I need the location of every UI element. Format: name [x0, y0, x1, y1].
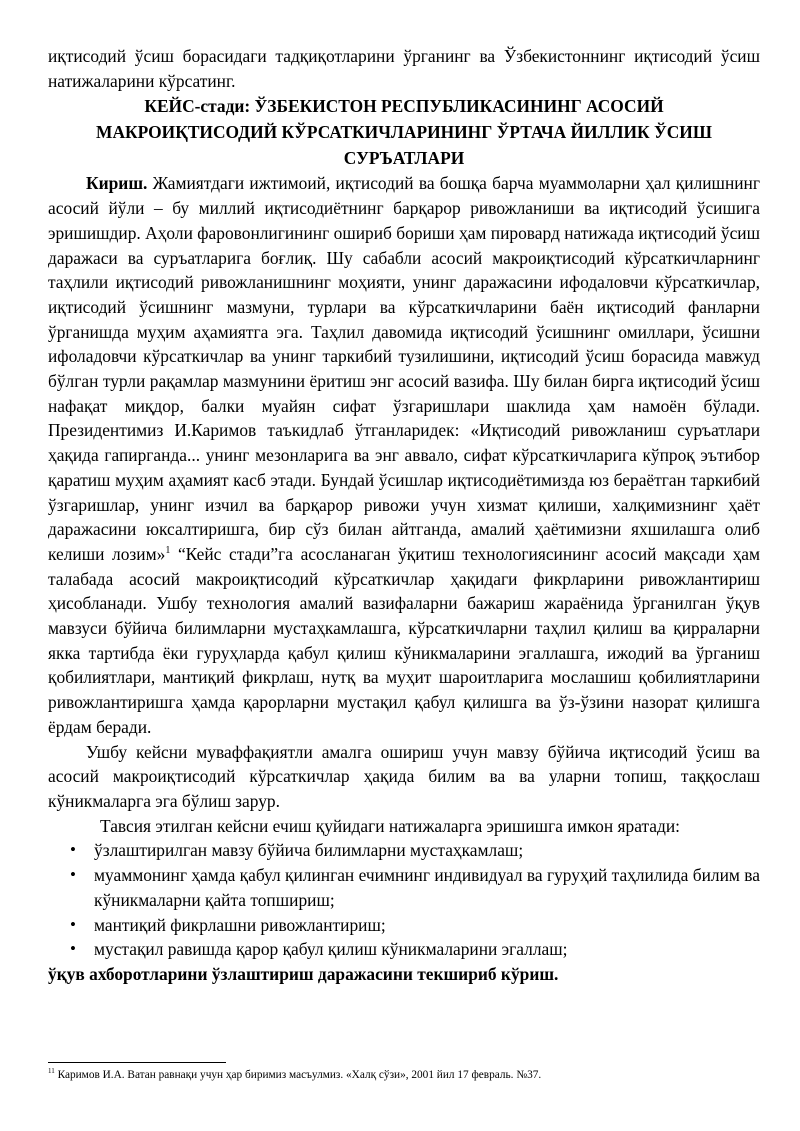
bullet-icon: • [70, 939, 76, 959]
bullet-icon: • [70, 840, 76, 860]
case-study-title: КЕЙС-стади: ЎЗБЕКИСТОН РЕСПУБЛИКАСИНИНГ АСОСИЙ МАКРОИҚТИСОДИЙ КЎРСАТКИЧЛАРИНИНГ ЎРТАЧА ЙИЛЛИК ЎСИШ СУРЪАТЛАРИ [96, 96, 712, 169]
introduction-paragraph [48, 171, 760, 739]
bullet-icon: • [70, 865, 76, 885]
list-item-text: мантиқий фикрлашни ривожлантириш; [94, 914, 386, 935]
introduction-text-a: Жамиятдаги ижтимоий, иқтисодий ва бошқа барча муаммоларни ҳал қилишнинг асосий йўли – бу миллий иқтисодиётнинг барқарор ривожланиши ва иқтисодий ўсишига эришишдир. Аҳоли фаровонлигининг ошириб бориши ҳам пировард натижада иқтисодий ўсиш даражаси ва суръатларига боғлиқ. Шу сабабли асосий макроиқтисодий кўрсаткичларнинг таҳлили иқтисодий ривожланишнинг моҳияти, унинг даражасини ифодаловчи кўрсаткичлар, иқтисодий ўсишнинг мазмуни, турлари ва кўрсаткичларини баён иқтисодий фанларни ўрганишда муҳим аҳамиятга эга. Таҳлил давомида иқтисодий ўсишнинг омиллари, ўсишни ифоладовчи кўрсаткичлар ва унинг таркибий тузилишини, иқтисодий ўсиш борасида мавжуд бўлган турли рақамлар мазмунини ёритиш энг асосий вазифа. Шу билан бирга иқтисодий ўсиш нафақат миқдор, балки муайян сифат ўзгаришлари шаклида ҳам намоён бўлади. Президентимиз И.Каримов таъкидлаб ўтганларидек: «Иқтисодий ривожланиш суръатлари ҳақида гапирганда... унинг мезонларига ва энг аввало, сифат кўрсаткичларига кўпроқ эътибор қаратиш муҳим аҳамият касб этади. Бундай ўсишлар иқтисодиётимизда юз бераётган таркибий ўзгаришлар, унинг изчил ва барқарор ривожи учун хизмат қилиши, халқимизнинг ҳаёт даражасини юксалтиришга, бир сўз билан айтганда, амалий ҳаётимизни яхшилашга олиб келиши лозим» [48, 173, 760, 564]
intro-paragraph: иқтисодий ўсиш борасидаги тадқиқотларини ўрганинг ва Ўзбекистоннинг иқтисодий ўсиш натижаларини кўрсатинг. [48, 46, 760, 91]
list-item [48, 937, 760, 962]
final-heading: ўқув ахборотларини ўзлаштириш даражасини текшириб кўриш. [48, 963, 559, 984]
introduction-text-b: “Кейс стади”га асосланаган ўқитиш технологиясининг асосий мақсади ҳам талабада асосий макроиқтисодий кўрсаткичлар ҳақидаги фикрларини ривожлантириш ҳисобланади. Ушбу технология амалий вазифаларни бажариш жараёнида ўрганилган ўқув мавзуси бўйича билимларни мустаҳкамлашга, кўрсаткичларни таҳлил қилиш ва қирраларни якка тартибда ёки гуруҳларда қабул қилиш кўникмаларини эгаллашга, ижодий ва ўрганиш қобилиятлари, мантиқий фикрлаш, нутқ ва муҳит шароитларига мослашиш қобилиятларини ривожлантиришга ҳамда қарорларни мустақил қабул қилишга ва ўз-ўзини назорат қилишга ёрдам беради. [48, 543, 760, 737]
document-page [48, 44, 760, 987]
requirements-paragraph: Ушбу кейсни муваффақиятли амалга ошириш учун мавзу бўйича иқтисодий ўсиш ва асосий макроиқтисодий кўрсаткичлар ҳақида билим ва ва уларни топиш, таққослаш кўникмаларга эга бўлиш зарур. [48, 741, 760, 811]
introduction-lead: Кириш. [86, 173, 148, 194]
list-item-text: муаммонинг ҳамда қабул қилинган ечимнинг индивидуал ва гуруҳий таҳлилида билим ва кўникмаларни қайта топшириш; [94, 865, 760, 910]
outcomes-intro: Тавсия этилган кейсни ечиш қуйидаги натижаларга эришишга имкон яратади: [100, 815, 680, 836]
footnote [48, 1068, 760, 1082]
list-item [48, 913, 760, 938]
bullet-icon: • [70, 914, 76, 934]
list-item [48, 863, 760, 912]
outcomes-list [48, 838, 760, 962]
list-item-text: мустақил равишда қарор қабул қилиш кўникмаларини эгаллаш; [94, 939, 568, 960]
footnote-separator [48, 1062, 226, 1063]
list-item [48, 838, 760, 863]
list-item-text: ўзлаштирилган мавзу бўйича билимларни мустаҳкамлаш; [94, 840, 524, 861]
footnote-number: 11 [48, 1067, 55, 1076]
footnote-text: Каримов И.А. Ватан равнақи учун ҳар биримиз масъулмиз. «Халқ сўзи», 2001 йил 17 февраль. №37. [54, 1069, 542, 1081]
footnote-reference[interactable]: 1 [165, 545, 171, 557]
